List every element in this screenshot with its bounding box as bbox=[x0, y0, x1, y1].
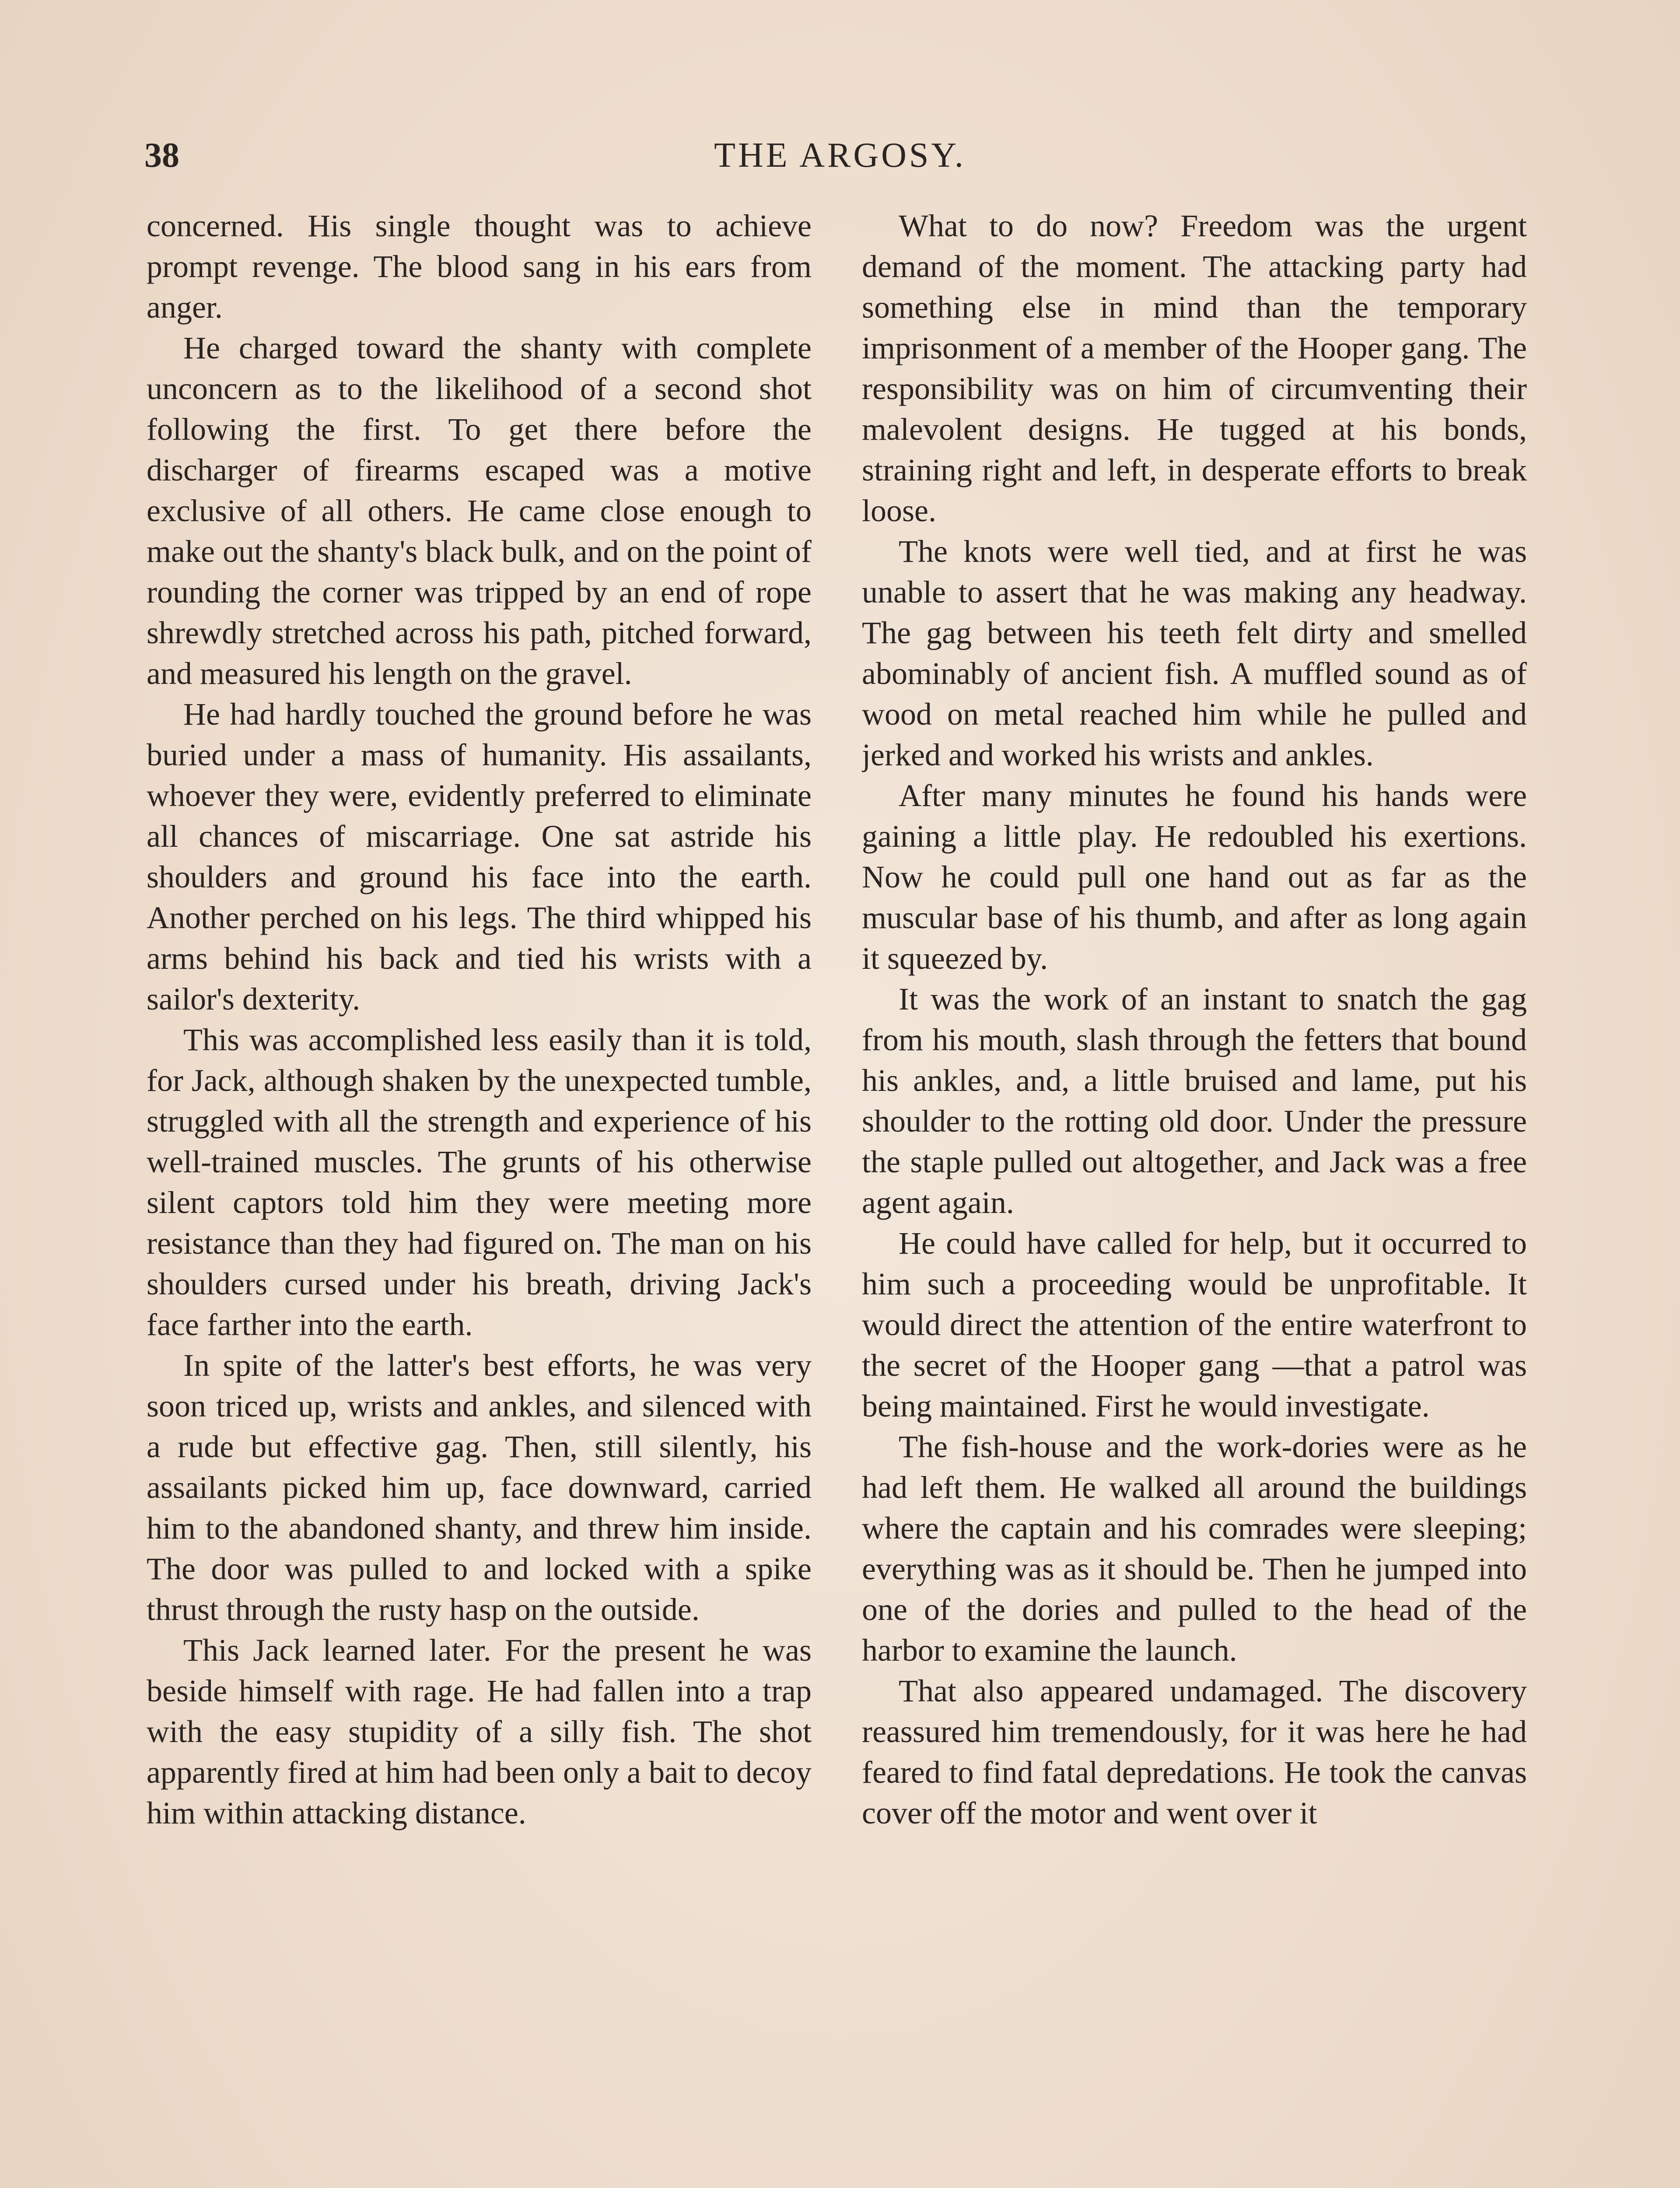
page-number: 38 bbox=[144, 136, 179, 175]
left-column bbox=[147, 206, 812, 2188]
paragraph: It was the work of an instant to snatch the gag from his mouth, slash through the fetters that bound his ankles, and, a little bruised and lame, put his shoulder to the rotting old door. Under the pressure the staple pulled out altogether, and Jack was a free agent again. bbox=[862, 982, 1527, 1220]
paragraph: He had hardly touched the ground before he was buried under a mass of humanity. His assailants, whoever they were, evidently preferred to eliminate all chances of miscarriage. One sat astride his shoulders and ground his face into the earth. Another perched on his legs. The third whipped his arms behind his back and tied his wrists with a sailor's dexterity. bbox=[147, 697, 812, 1017]
paragraph: After many minutes he found his hands were gaining a little play. He redoubled his exertions. Now he could pull one hand out as far as the muscular base of his thumb, and after as long again it squeezed by. bbox=[862, 778, 1527, 976]
paragraph: In spite of the latter's best efforts, he was very soon triced up, wrists and ankles, and silenced with a rude but effective gag. Then, still silently, his assailants picked him up, face downward, carried him to the abandoned shanty, and threw him inside. The door was pulled to and locked with a spike thrust through the rusty hasp on the outside. bbox=[147, 1348, 812, 1627]
running-title: THE ARGOSY. bbox=[714, 136, 966, 175]
paragraph: concerned. His single thought was to achieve prompt revenge. The blood sang in his ears from anger. bbox=[147, 208, 812, 325]
paragraph: This Jack learned later. For the present he was beside himself with rage. He had fallen into a trap with the easy stupidity of a silly fish. The shot apparently fired at him had been only a bait to decoy him within attacking distance. bbox=[147, 1633, 812, 1830]
page-header bbox=[144, 131, 1536, 179]
paragraph: He charged toward the shanty with complete unconcern as to the likelihood of a second shot following the first. To get there before the discharger of firearms escaped was a motive exclusive of all others. He came close enough to make out the shanty's black bulk, and on the point of rounding the corner was tripped by an end of rope shrewdly stretched across his path, pitched forward, and measured his length on the gravel. bbox=[147, 330, 812, 691]
right-column bbox=[862, 206, 1527, 2188]
paragraph: The knots were well tied, and at first he was unable to assert that he was making any headway. The gag between his teeth felt dirty and smelled abominably of ancient fish. A muffled sound as of wood on metal reached him while he pulled and jerked and worked his wrists and ankles. bbox=[862, 534, 1527, 772]
paragraph: He could have called for help, but it occurred to him such a proceeding would be unprofitable. It would direct the attention of the entire waterfront to the secret of the Hooper gang —that a patrol was being maintained. First he would investigate. bbox=[862, 1226, 1527, 1424]
paragraph: What to do now? Freedom was the urgent demand of the moment. The attacking party had something else in mind than the temporary imprisonment of a member of the Hooper gang. The responsibility was on him of circumventing their malevolent designs. He tugged at his bonds, straining right and left, in desperate efforts to break loose. bbox=[862, 208, 1527, 528]
paragraph: This was accomplished less easily than it is told, for Jack, although shaken by the unexpected tumble, struggled with all the strength and experience of his well-trained muscles. The grunts of his otherwise silent captors told him they were meeting more resistance than they had figured on. The man on his shoulders cursed under his breath, driving Jack's face farther into the earth. bbox=[147, 1022, 812, 1342]
paragraph: That also appeared undamaged. The discovery reassured him tremendously, for it was here he had feared to find fatal depredations. He took the canvas cover off the motor and went over it bbox=[862, 1673, 1527, 1830]
paragraph: The fish-house and the work-dories were as he had left them. He walked all around the buildings where the captain and his comrades were sleeping; everything was as it should be. Then he jumped into one of the dories and pulled to the head of the harbor to examine the launch. bbox=[862, 1429, 1527, 1668]
